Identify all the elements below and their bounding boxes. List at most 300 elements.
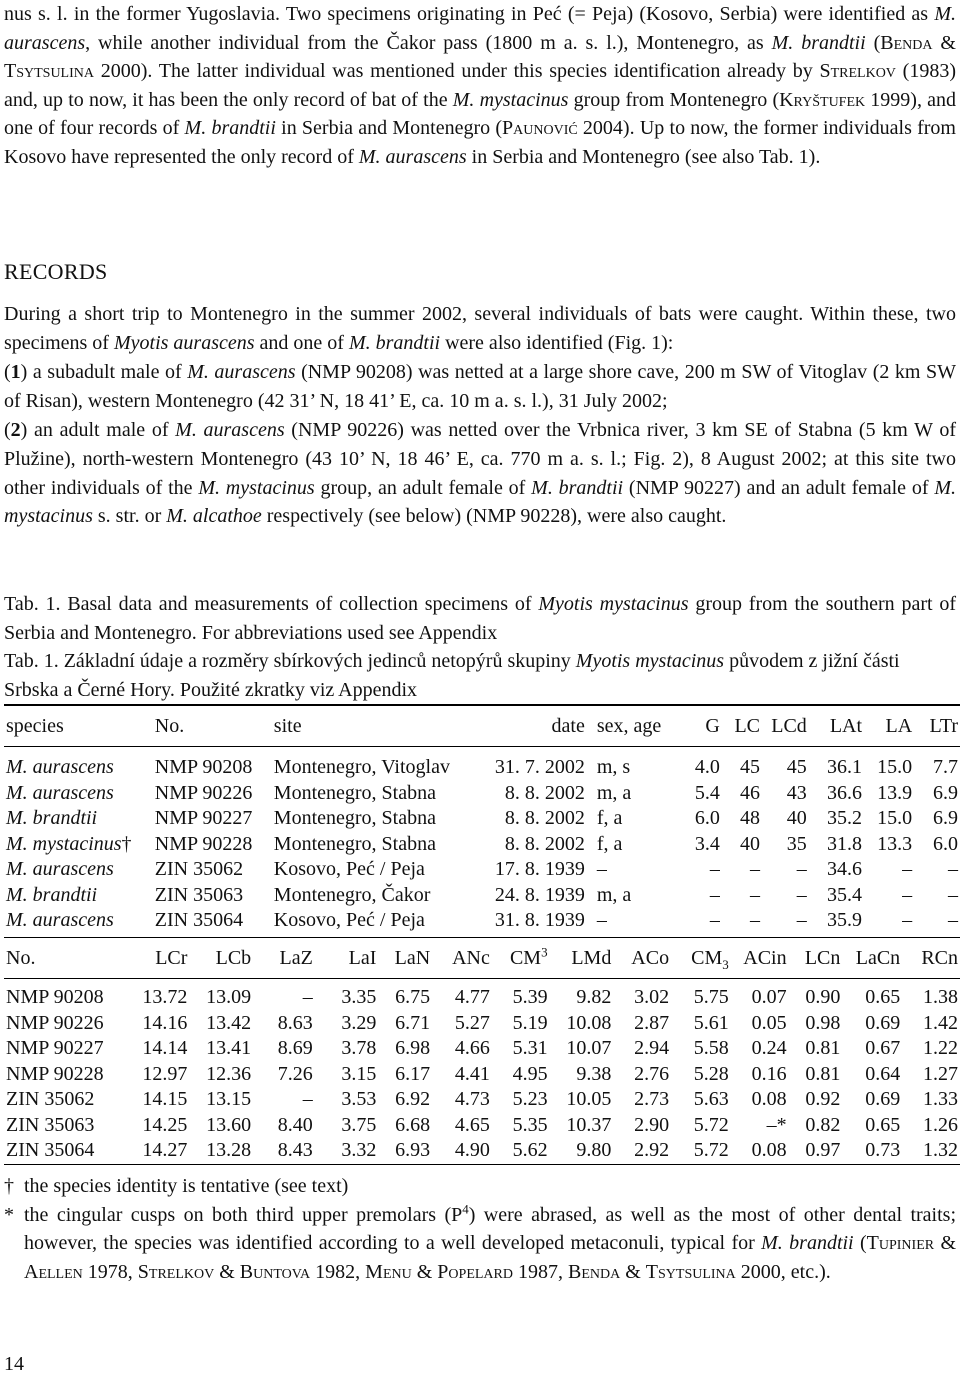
col-header: LAt: [809, 705, 864, 747]
cell-g: 4.0: [694, 756, 720, 778]
cell-measurement: 0.69: [865, 1088, 901, 1110]
footnote-text: [24, 1201, 956, 1287]
col-header-label: CM: [691, 947, 723, 969]
cell-ltr: –: [948, 858, 958, 880]
col-header: ACo: [613, 938, 671, 979]
author-name: Menu: [365, 1260, 412, 1283]
cell-measurement: 2.87: [634, 1011, 670, 1034]
cell-date: 31. 8. 1939: [494, 909, 585, 931]
text-run: nus s. l. in the former Yugoslavia. Two specimens originating in Peć (= Peja) (Kosovo, Serbia) were identified as: [4, 3, 935, 25]
author-name: Tsytsulina: [4, 60, 94, 83]
cell-date: 8. 8. 2002: [504, 832, 585, 855]
cell-measurement: 5.19: [512, 1011, 548, 1034]
table-footnotes: [4, 1172, 956, 1286]
cell-measurement: 3.53: [341, 1088, 377, 1110]
cell-measurement: 0.67: [865, 1037, 901, 1059]
cell-measurement: 0.65: [865, 1113, 901, 1136]
table-row: [4, 806, 960, 832]
cell-lcd: –: [796, 909, 807, 931]
cell-lcd: –: [796, 883, 807, 906]
record-number: 2: [10, 419, 21, 442]
taxon-name: M. brandtii: [771, 31, 866, 54]
cell-la: 15.0: [877, 807, 913, 829]
cell-sex: –: [596, 858, 607, 880]
cell-measurement: 4.41: [454, 1062, 490, 1085]
table-caption: [4, 590, 956, 704]
col-header-label: CM: [509, 947, 542, 969]
record-number: 1: [10, 361, 21, 384]
taxon-name: Myotis mystacinus: [538, 593, 689, 615]
text-run: group from Montenegro (: [568, 88, 780, 111]
text-run: in Serbia and Montenegro (see also Tab. 1).: [466, 145, 821, 168]
cell-measurement: 0.65: [865, 986, 901, 1008]
cell-measurement: 13.72: [142, 986, 188, 1008]
text-run: &: [620, 1260, 646, 1283]
col-header: LaZ: [253, 938, 315, 979]
cell-measurement: –: [302, 986, 313, 1008]
taxon-name: M. alcathoe: [166, 505, 262, 528]
cell-measurement: 5.58: [693, 1037, 729, 1059]
cell-species: [4, 755, 153, 781]
records-paragraph: [4, 300, 956, 357]
cell-g: –: [709, 909, 720, 931]
text-run: 2000, etc.).: [735, 1260, 831, 1283]
cell-measurement: 1.42: [923, 1011, 958, 1034]
taxon-name: M. aurascens: [6, 858, 114, 880]
cell-ltr: 6.9: [933, 781, 958, 804]
cell-measurement: 14.25: [142, 1113, 188, 1136]
cell-measurement: 0.81: [805, 1037, 841, 1059]
text-run: 1982,: [310, 1260, 366, 1283]
text-run: , while another individual from the Čakor pass (1800 m a. s. l.), Montenegro, as: [85, 31, 772, 54]
taxon-name: Myotis aurascens: [113, 331, 255, 354]
cell-measurement: 12.97: [142, 1062, 188, 1085]
cell-measurement: 3.32: [341, 1139, 377, 1161]
table-body: [4, 747, 960, 940]
author-name: Benda: [567, 1260, 621, 1283]
cell-measurement: 14.15: [142, 1088, 188, 1110]
cell-measurement: 4.95: [512, 1062, 548, 1085]
author-name: Tupinier: [866, 1232, 935, 1255]
text-run: (NMP 90227) and an adult female of: [623, 476, 935, 499]
cell-measurement: 5.75: [693, 986, 729, 1008]
cell-measurement: 1.22: [923, 1037, 958, 1059]
table-row: [4, 1113, 960, 1139]
cell-lcd: 35: [786, 832, 807, 855]
cell-measurement: 10.07: [566, 1037, 612, 1059]
table-measurements: [4, 937, 960, 1173]
author-name: Popelard: [437, 1260, 513, 1283]
col-header: LCb: [189, 938, 253, 979]
text-run: (: [4, 419, 11, 442]
cell-measurement: 5.72: [693, 1139, 729, 1161]
cell-no: NMP 90226: [154, 781, 253, 804]
taxon-name: M. brandtii: [6, 807, 98, 829]
cell-measurement: 5.62: [512, 1139, 548, 1161]
text-run: ) a subadult male of: [20, 361, 188, 384]
text-run: (: [853, 1232, 867, 1255]
cell-lat: 36.1: [827, 756, 863, 778]
cell-lat: 35.4: [827, 883, 863, 906]
col-header: ACin: [731, 938, 789, 979]
table-row: [4, 1036, 960, 1062]
cell-measurement: 3.78: [341, 1037, 377, 1059]
cell-specimen-no: NMP 90208: [6, 986, 104, 1008]
taxon-name: M. brandtii: [761, 1232, 854, 1255]
text-run: (NMP 90208) was netted at a large shore cave, 200 m SW of Vitoglav (2 km SW of Risan), western Montenegro (42 31’ N, 18 41’ E, ca. 10 m a. s. l.), 31 July 2002;: [4, 361, 956, 412]
text-run: Tab. 1. Základní údaje a rozměry sbírkových jedinců netopýrů skupiny: [4, 650, 576, 673]
dagger-mark: †: [121, 832, 132, 855]
text-run: were also identified (Fig. 1):: [440, 331, 674, 354]
footnote-star: [4, 1201, 956, 1287]
cell-measurement: 0.69: [865, 1011, 901, 1034]
cell-measurement: 4.77: [454, 986, 490, 1008]
table-row: [4, 755, 960, 781]
text-run: (NMP 90226) was netted over the Vrbnica river, 3 km SE of Stabna (5 km W of Plužine), north-western Montenegro (43 10’ N, 18 46’ E, ca. 770 m a. s. l.; Fig. 2), 8 August 2002; at this site two other individuals of the: [4, 419, 956, 499]
col-header: LCr: [124, 938, 190, 979]
cell-measurement: 8.43: [277, 1139, 313, 1161]
cell-specimen-no: ZIN 35063: [6, 1113, 95, 1136]
col-header: LA: [864, 705, 914, 747]
cell-sex: m, a: [596, 781, 632, 804]
cell-measurement: 7.26: [277, 1062, 313, 1085]
col-header: LaN: [378, 938, 432, 979]
taxon-name: M. aurascens: [6, 781, 114, 804]
text-run: 1999), and one of four records of: [4, 88, 957, 140]
cell-g: –: [709, 883, 720, 906]
cell-no: ZIN 35064: [154, 909, 244, 931]
table-body: [4, 979, 960, 1165]
cell-ltr: –: [948, 909, 958, 931]
cell-species: [4, 908, 153, 934]
col-header: LCd: [762, 705, 809, 747]
author-name: Kryštufek: [779, 88, 866, 111]
taxon-name: M. mystacinus: [4, 476, 956, 528]
text-run: původem z jižní části Srbska a Černé Hory. Použité zkratky viz Appendix: [4, 650, 900, 701]
cell-lcd: 40: [786, 807, 807, 829]
cell-la: 15.0: [877, 756, 913, 778]
col-header: sex, age: [587, 705, 682, 747]
cell-site: Montenegro, Vitoglav: [273, 756, 450, 778]
cell-measurement: 13.42: [206, 1011, 252, 1034]
cell-measurement: 9.38: [576, 1062, 612, 1085]
cell-lc: –: [750, 909, 761, 931]
cell-lc: 48: [740, 807, 761, 829]
author-name: Benda: [880, 31, 933, 54]
cell-lcd: 43: [786, 781, 807, 804]
taxon-name: M. brandtii: [348, 331, 441, 354]
cell-measurement: 6.98: [395, 1037, 431, 1059]
col-header: LCn: [789, 938, 843, 979]
cell-date: 31. 7. 2002: [494, 756, 585, 778]
cell-measurement: 6.71: [395, 1011, 431, 1034]
cell-measurement: 5.72: [693, 1113, 729, 1136]
text-run: ) were abrased, as well as the most of other dental traits; however, the species was identified according to a well developed metaconuli, typical for: [24, 1203, 957, 1255]
footnote-mark: *: [4, 1203, 14, 1226]
taxon-name: M. mystacinus: [6, 832, 122, 855]
text-run: group, an adult female of: [314, 476, 532, 499]
cell-measurement: 5.39: [512, 986, 548, 1008]
cell-site: Kosovo, Peć / Peja: [273, 909, 425, 931]
record-item-2: [4, 416, 956, 530]
cell-measurement: 6.75: [395, 986, 431, 1008]
author-name: Aellen: [24, 1260, 83, 1283]
taxon-name: M. aurascens: [187, 361, 296, 384]
cell-species: [4, 857, 153, 883]
cell-measurement: 8.40: [277, 1113, 313, 1136]
cell-measurement: 0.73: [865, 1139, 901, 1161]
text-run: ) an adult male of: [20, 419, 176, 442]
cell-measurement: 5.63: [693, 1088, 729, 1110]
cell-lcd: 45: [786, 756, 807, 778]
cell-measurement: 13.15: [206, 1088, 252, 1110]
superscript: 4: [462, 1200, 469, 1216]
cell-measurement: 10.05: [566, 1088, 612, 1110]
taxon-name: M. mystacinus: [452, 88, 569, 111]
cell-measurement: 0.64: [865, 1062, 901, 1085]
record-item-1: [4, 358, 956, 415]
cell-sex: f, a: [596, 807, 623, 829]
cell-measurement: 0.97: [805, 1139, 841, 1161]
taxon-name: M. aurascens: [4, 3, 956, 54]
text-run: (: [4, 361, 11, 384]
col-header: ANc: [432, 938, 492, 979]
cell-measurement: 0.05: [751, 1011, 787, 1034]
table-row: [4, 979, 960, 1011]
cell-measurement: 3.75: [341, 1113, 377, 1136]
cell-no: NMP 90228: [154, 832, 253, 855]
cell-measurement: 2.76: [634, 1062, 670, 1085]
footnote-mark: †: [4, 1175, 14, 1197]
cell-measurement: 4.65: [454, 1113, 490, 1136]
cell-measurement: 5.27: [454, 1011, 490, 1034]
cell-la: –: [902, 858, 913, 880]
cell-measurement: 3.02: [634, 986, 670, 1008]
author-name: Strelkov: [137, 1260, 215, 1283]
table-row: [4, 1062, 960, 1088]
cell-lat: 36.6: [827, 781, 863, 804]
cell-specimen-no: ZIN 35064: [6, 1139, 95, 1161]
taxon-name: M. brandtii: [184, 117, 276, 140]
table-row: [4, 832, 960, 858]
text-run: &: [932, 31, 956, 54]
cell-lat: 31.8: [827, 832, 863, 855]
cell-g: 3.4: [694, 832, 720, 855]
taxon-name: M. aurascens: [6, 909, 114, 931]
cell-measurement: 14.16: [142, 1011, 188, 1034]
cell-measurement: 0.08: [751, 1139, 787, 1161]
cell-measurement: 1.38: [923, 986, 958, 1008]
cell-measurement: 0.98: [805, 1011, 841, 1034]
taxon-name: M. mystacinus: [198, 476, 315, 499]
cell-measurement: 12.36: [206, 1062, 252, 1085]
taxon-name: M. aurascens: [6, 756, 114, 778]
cell-measurement: 13.60: [206, 1113, 252, 1136]
author-name: Tsytsulina: [645, 1260, 736, 1283]
cell-measurement: 0.16: [751, 1062, 787, 1085]
cell-measurement: 1.27: [923, 1062, 958, 1085]
cell-g: 5.4: [694, 781, 720, 804]
cell-lc: 46: [740, 781, 761, 804]
cell-measurement: 13.41: [206, 1037, 252, 1059]
cell-ltr: 6.0: [933, 832, 958, 855]
footnote-text: the species identity is tentative (see text): [24, 1175, 349, 1197]
cell-lc: –: [750, 883, 761, 906]
text-run: Tab. 1. Basal data and measurements of collection specimens of: [4, 593, 539, 615]
col-header: LaCn: [842, 938, 902, 979]
cell-measurement: 4.90: [454, 1139, 490, 1161]
cell-measurement: 6.92: [395, 1088, 431, 1110]
cell-g: –: [709, 858, 720, 880]
text-run: respectively (see below) (NMP 90228), were also caught.: [261, 505, 727, 528]
taxon-name: Myotis mystacinus: [575, 650, 725, 673]
col-header: LC: [722, 705, 762, 747]
cell-measurement: 13.28: [206, 1139, 252, 1161]
cell-measurement: 1.32: [923, 1139, 958, 1161]
cell-measurement: 2.90: [634, 1113, 670, 1136]
cell-specimen-no: NMP 90227: [6, 1037, 104, 1059]
taxon-name: M. aurascens: [358, 145, 467, 168]
cell-ltr: –: [948, 883, 958, 906]
col-header: site: [272, 705, 469, 747]
cell-site: Montenegro, Stabna: [273, 832, 436, 855]
text-run: During a short trip to Montenegro in the summer 2002, several individuals of bats were caught. Within these, two specimens of: [4, 303, 956, 354]
text-run: 1987,: [512, 1260, 568, 1283]
taxon-name: M. aurascens: [175, 419, 285, 442]
cell-specimen-no: NMP 90228: [6, 1062, 104, 1085]
table-basal-data: [4, 704, 960, 940]
cell-measurement: 2.73: [634, 1088, 670, 1110]
cell-no: ZIN 35063: [154, 883, 244, 906]
cell-measurement: 5.23: [512, 1088, 548, 1110]
cell-specimen-no: NMP 90226: [6, 1011, 104, 1034]
cell-g: 6.0: [694, 807, 720, 829]
cell-measurement: 14.27: [142, 1139, 188, 1161]
cell-site: Montenegro, Stabna: [273, 781, 436, 804]
cell-no: ZIN 35062: [154, 858, 244, 880]
cell-measurement: 4.66: [454, 1037, 490, 1059]
text-run: &: [411, 1260, 438, 1283]
author-name: Paunović: [502, 117, 578, 140]
cell-date: 24. 8. 1939: [494, 883, 585, 906]
cell-date: 8. 8. 2002: [504, 781, 585, 804]
text-run: 2004). Up to now, the former individuals from Kosovo have represented the only record of: [4, 117, 956, 168]
text-run: 2000). The latter individual was mentioned under this species identification already by: [94, 60, 820, 83]
caption-czech: [4, 647, 956, 704]
cell-measurement: 5.31: [512, 1037, 548, 1059]
cell-lc: 45: [740, 756, 761, 778]
cell-species: [4, 832, 153, 858]
taxon-name: M. brandtii: [6, 883, 98, 906]
section-heading: RECORDS: [4, 259, 108, 284]
records-section: [4, 300, 956, 531]
col-header-sup: 3: [541, 944, 548, 960]
col-header: species: [4, 705, 153, 747]
cell-measurement: 9.80: [576, 1139, 612, 1161]
cell-measurement: 3.15: [341, 1062, 377, 1085]
cell-sex: m, a: [596, 883, 632, 906]
cell-measurement: 5.28: [693, 1062, 729, 1085]
cell-measurement: 2.94: [634, 1037, 670, 1059]
col-header: G: [682, 705, 722, 747]
text-run: and one of: [254, 331, 349, 354]
cell-la: 13.3: [877, 832, 913, 855]
col-header: No.: [153, 705, 272, 747]
col-header: RCn: [902, 938, 960, 979]
col-header: LTr: [914, 705, 960, 747]
cell-species: [4, 806, 153, 832]
cell-measurement: 5.61: [693, 1011, 729, 1034]
text-run: (1983) and, up to now, it has been the only record of bat of the: [4, 60, 956, 111]
cell-lcd: –: [796, 858, 807, 880]
cell-sex: f, a: [596, 832, 623, 855]
cell-no: NMP 90208: [154, 756, 253, 778]
cell-measurement: 14.14: [142, 1037, 188, 1059]
col-header: No.: [4, 938, 124, 979]
cell-lat: 34.6: [827, 858, 863, 880]
text-run: &: [934, 1232, 957, 1255]
text-run: (: [865, 31, 881, 54]
table-row: [4, 1087, 960, 1113]
taxon-name: M. brandtii: [531, 476, 624, 499]
cell-measurement: 13.09: [206, 986, 252, 1008]
cell-lc: –: [750, 858, 761, 880]
cell-measurement: 9.82: [576, 986, 612, 1008]
table-row: [4, 1011, 960, 1037]
intro-paragraph: [4, 0, 956, 172]
cell-lat: 35.2: [827, 807, 863, 829]
col-header: date: [469, 705, 587, 747]
text-run: 1978,: [82, 1260, 138, 1283]
table-row: [4, 781, 960, 807]
cell-measurement: 2.92: [634, 1139, 670, 1161]
cell-measurement: 10.37: [566, 1113, 612, 1136]
cell-sex: m, s: [596, 756, 631, 778]
cell-species: [4, 883, 153, 909]
cell-ltr: 7.7: [933, 756, 958, 778]
cell-la: –: [902, 883, 913, 906]
cell-la: –: [902, 909, 913, 931]
cell-measurement: 0.92: [805, 1088, 841, 1110]
cell-date: 8. 8. 2002: [504, 807, 585, 829]
author-name: Buntova: [239, 1260, 311, 1283]
cell-measurement: 0.81: [805, 1062, 841, 1085]
text-run: in Serbia and Montenegro (: [275, 117, 503, 140]
table-row: [4, 1138, 960, 1164]
cell-lc: 40: [740, 832, 761, 855]
cell-measurement: 4.73: [454, 1088, 490, 1110]
cell-measurement: 0.82: [805, 1113, 841, 1136]
page-number: 14: [4, 1353, 24, 1375]
cell-species: [4, 781, 153, 807]
text-run: the cingular cusps on both third upper premolars (P: [24, 1203, 463, 1226]
cell-site: Montenegro, Stabna: [273, 807, 436, 829]
text-run: group from the southern part of Serbia and Montenegro. For abbreviations used see Appendix: [4, 593, 957, 644]
cell-measurement: 10.08: [566, 1011, 612, 1034]
cell-measurement: 3.35: [341, 986, 377, 1008]
cell-measurement: 1.33: [923, 1088, 958, 1110]
cell-measurement: 6.93: [395, 1139, 431, 1161]
cell-measurement: 6.68: [395, 1113, 431, 1136]
cell-specimen-no: ZIN 35062: [6, 1088, 95, 1110]
cell-measurement: 0.08: [751, 1088, 787, 1110]
cell-lat: 35.9: [827, 909, 863, 931]
cell-measurement: 1.26: [923, 1113, 958, 1136]
col-header: LaI: [315, 938, 379, 979]
cell-no: NMP 90227: [154, 807, 253, 829]
caption-english: [4, 590, 956, 647]
cell-site: Montenegro, Čakor: [273, 883, 431, 906]
